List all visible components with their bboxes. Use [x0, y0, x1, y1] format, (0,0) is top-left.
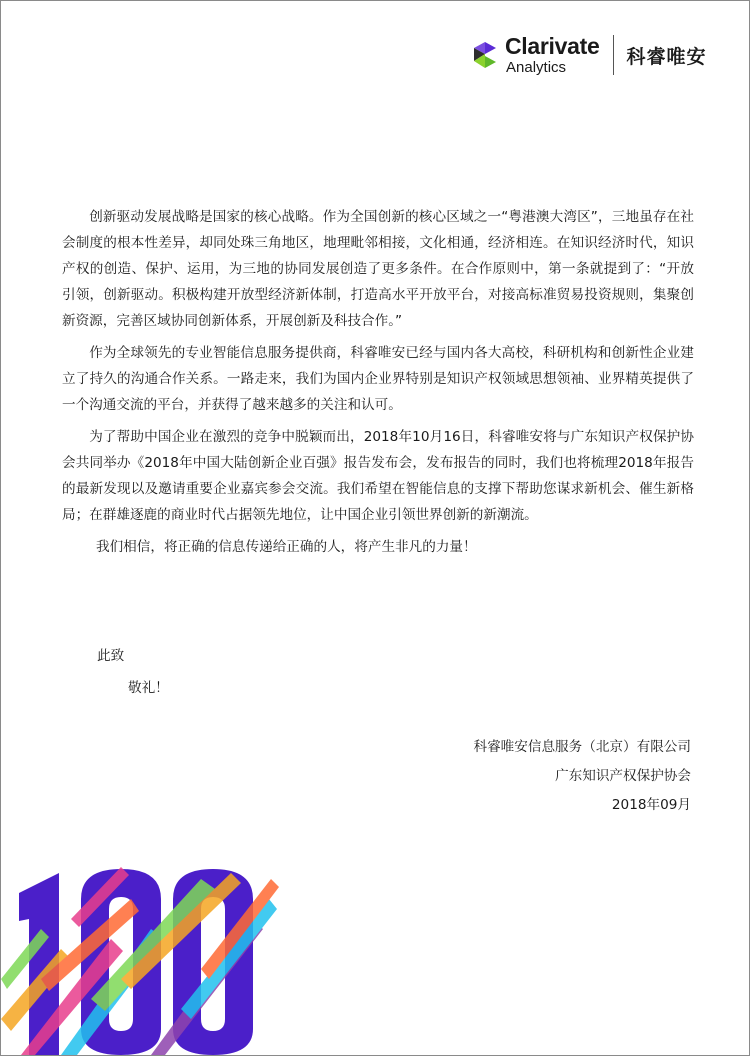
paragraph-1: 创新驱动发展战略是国家的核心战略。作为全国创新的核心区域之一“粤港澳大湾区”，三地虽存在社会制度的根本性差异，却同处珠三角地区，地理毗邻相接，文化相通，经济相连。在知识经济时代，知识产权的创造、保护、运用，为三地的协同发展创造了更多条件。在合作原则中，第一条就提到了：“开放引领，创新驱动。积极构建开放型经济新体制，打造高水平开放平台，对接高标准贸易投资规则，集聚创新资源，完善区域协同创新体系，开展创新及科技合作。”: [62, 209, 694, 329]
paragraph-2: 作为全球领先的专业智能信息服务提供商，科睿唯安已经与国内各大高校，科研机构和创新性企业建立了持久的沟通合作关系。一路走来，我们为国内企业界特别是知识产权领域思想领袖、业界精英提供了一个沟通交流的平台，并获得了越来越多的关注和认可。: [62, 345, 694, 413]
signature-date: 2018年09月: [611, 797, 691, 813]
letter-body: [62, 204, 694, 560]
paragraph-3: 为了帮助中国企业在激烈的竞争中脱颖而出，2018年10月16日，科睿唯安将与广东知识产权保护协会共同举办《2018年中国大陆创新企业百强》报告发布会，发布报告的同时，我们也将梳理2018年报告的最新发现以及邀请重要企业嘉宾参会交流。我们希望在智能信息的支撑下帮助您谋求新机会、催生新格局；在群雄逐鹿的商业时代占据领先地位，让中国企业引领世界创新的新潮流。: [62, 429, 694, 523]
brand-name: Clarivate: [505, 33, 600, 59]
closing-salute: 敬礼！: [128, 680, 169, 696]
header-logo: [471, 35, 706, 75]
partner-name: 科睿唯安: [626, 45, 707, 68]
signature-org-1: 科睿唯安信息服务（北京）有限公司: [473, 739, 691, 755]
brand-sub: Analytics: [506, 59, 567, 76]
paragraph-4: 我们相信，将正确的信息传递给正确的人，将产生非凡的力量！: [95, 539, 477, 555]
closing-greeting: 此致: [97, 648, 125, 664]
signature-org-2: 广东知识产权保护协会: [555, 768, 691, 784]
decorative-100-graphic: [1, 859, 281, 1055]
logo-divider: [613, 35, 614, 75]
signature-block: [474, 733, 692, 820]
clarivate-logo-icon: [471, 41, 499, 69]
